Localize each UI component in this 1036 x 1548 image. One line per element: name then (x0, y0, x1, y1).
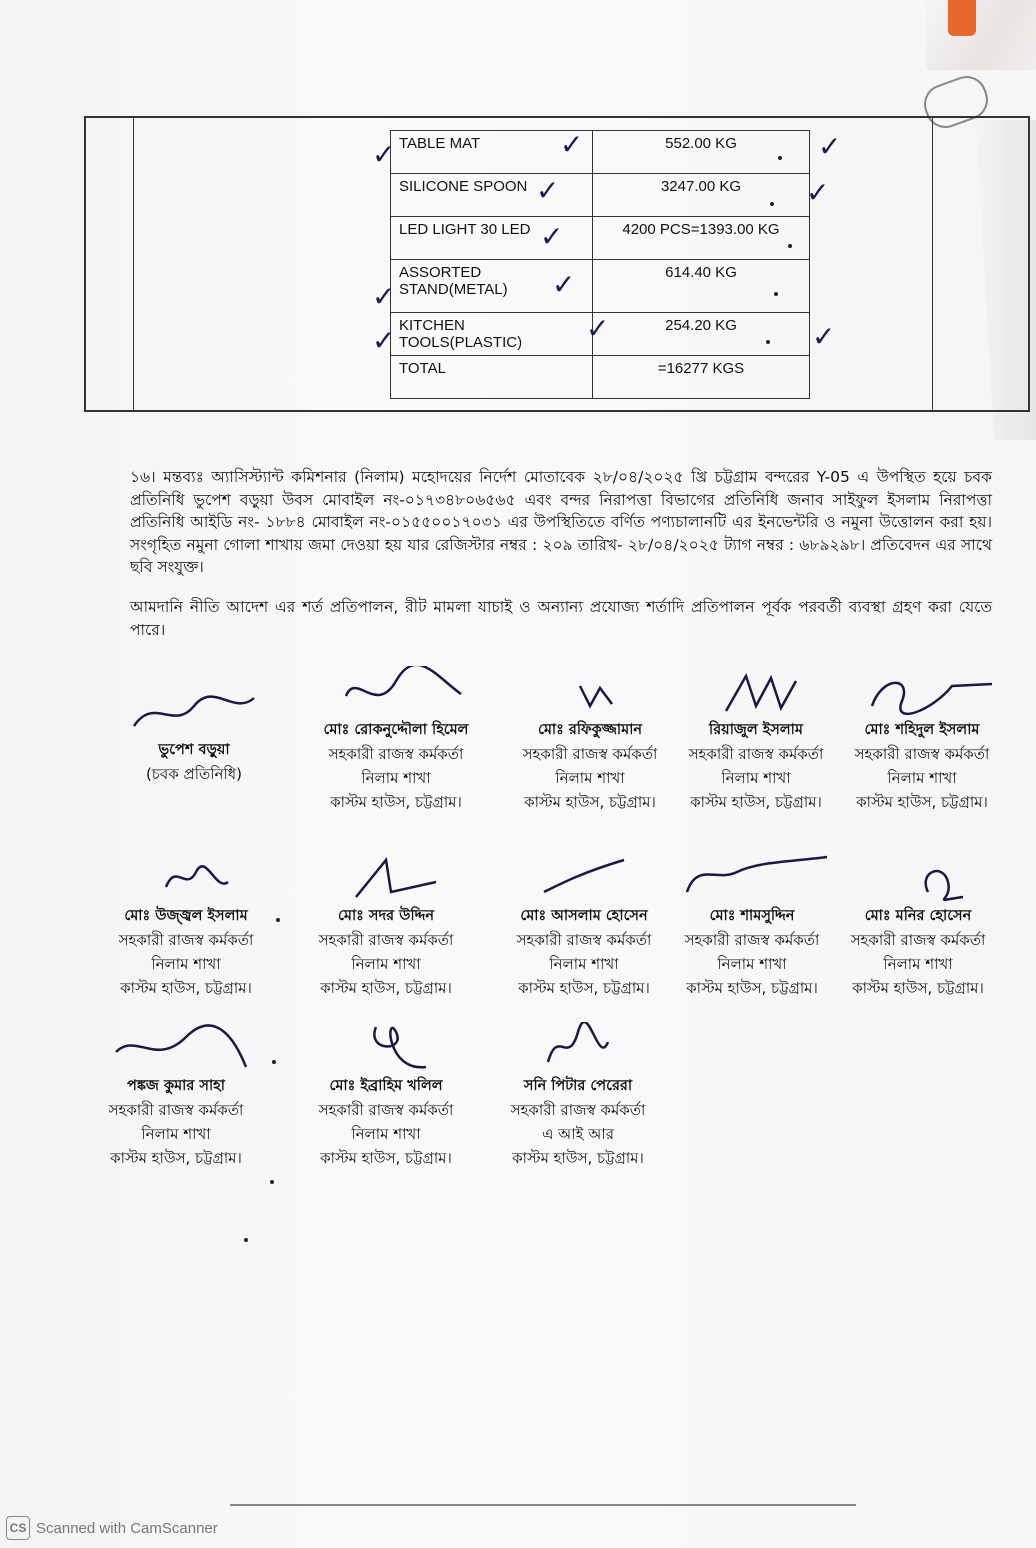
checkmark-icon: ✓ (552, 268, 576, 301)
checkmark-icon: ✓ (806, 176, 830, 209)
table-row (391, 356, 810, 399)
item-cell: TOTAL (391, 356, 593, 399)
signatory-office: কাস্টম হাউস, চট্টগ্রাম। (686, 979, 818, 997)
signatory-block (296, 852, 476, 1000)
orange-flag (948, 0, 976, 36)
signatory-block (86, 1022, 266, 1170)
signature-scribble (848, 852, 988, 904)
watermark-text: Scanned with CamScanner (36, 1519, 218, 1537)
checkmark-icon: ✓ (586, 312, 610, 345)
signatory-name: মোঃ উজ্জ্বল ইসলাম (124, 908, 248, 924)
signatory-office: কাস্টম হাউস, চট্টগ্রাম। (120, 979, 252, 997)
item-cell: LED LIGHT 30 LED (391, 217, 593, 260)
ink-dot (244, 1238, 248, 1242)
signatory-branch: নিলাম শাখা (351, 955, 421, 973)
qty-cell: 254.20 KG (593, 313, 810, 356)
signatory-role: সহকারী রাজস্ব কর্মকর্তা (510, 1101, 646, 1119)
signatory-branch: নিলাম শাখা (151, 955, 221, 973)
item-cell: ASSORTED STAND(METAL) (391, 260, 593, 313)
checkmark-icon: ✓ (372, 138, 396, 171)
signatory-office: কাস্টম হাউস, চট্টগ্রাম। (856, 793, 988, 811)
signatory-role: (চবক প্রতিনিধি) (145, 765, 243, 783)
ink-dot (272, 1060, 276, 1064)
tape-corner (926, 0, 1036, 70)
signatory-branch: নিলাম শাখা (721, 769, 791, 787)
checkmark-icon: ✓ (372, 324, 396, 357)
signatory-role: সহকারী রাজস্ব কর্মকর্তা (522, 745, 658, 763)
checkmark-icon: ✓ (536, 174, 560, 207)
item-cell: KITCHEN TOOLS(PLASTIC) (391, 313, 593, 356)
signatory-block (104, 686, 284, 786)
signatory-name: মোঃ মনির হোসেন (864, 908, 972, 924)
qty-cell: 552.00 KG (593, 131, 810, 174)
signatory-name: মোঃ সদর উদ্দিন (338, 908, 434, 924)
signatory-name: মোঃ শহিদুল ইসলাম (864, 722, 980, 738)
ink-dot (774, 292, 778, 296)
table-row (391, 217, 810, 260)
signatory-name: রিয়াজুল ইসলাম (709, 722, 803, 738)
table-column-line (133, 116, 134, 410)
signatory-block (96, 852, 276, 1000)
signatory-office: কাস্টম হাউস, চট্টগ্রাম। (852, 979, 984, 997)
signatory-name: মোঃ আসলাম হোসেন (520, 908, 648, 924)
signatory-block (306, 666, 486, 814)
ink-dot (766, 340, 770, 344)
inventory-table (390, 130, 810, 399)
signatory-name: ভুপেশ বড়ুয়া (158, 742, 230, 758)
signatory-block (828, 852, 1008, 1000)
signatory-office: কাস্টম হাউস, চট্টগ্রাম। (110, 1149, 242, 1167)
signatory-branch: নিলাম শাখা (883, 955, 953, 973)
signatory-branch: নিলাম শাখা (361, 769, 431, 787)
signature-scribble (514, 852, 654, 904)
signatory-office: কাস্টম হাউস, চট্টগ্রাম। (320, 979, 452, 997)
camscanner-watermark (6, 1516, 218, 1540)
signatory-block (488, 1022, 668, 1170)
signatory-name: মোঃ ইব্রাহিম খলিল (329, 1078, 443, 1094)
signatory-name: সনি পিটার পেরেরা (523, 1078, 633, 1094)
signatory-block (494, 852, 674, 1000)
signatory-role: সহকারী রাজস্ব কর্মকর্তা (688, 745, 824, 763)
signatory-name: পঙ্কজ কুমার সাহা (127, 1078, 225, 1094)
signatory-name: মোঃ রোকনুদ্দৌলা হিমেল (323, 722, 469, 738)
signatory-branch: নিলাম শাখা (887, 769, 957, 787)
table-column-line (932, 116, 933, 410)
signature-scribble (508, 1022, 648, 1074)
signatory-branch: নিলাম শাখা (351, 1125, 421, 1143)
signatory-role: সহকারী রাজস্ব কর্মকর্তা (328, 745, 464, 763)
signatory-block (666, 666, 846, 814)
checkmark-icon: ✓ (540, 220, 564, 253)
checkmark-icon: ✓ (560, 128, 584, 161)
signature-scribble (842, 666, 1002, 718)
signatory-role: সহকারী রাজস্ব কর্মকর্তা (516, 931, 652, 949)
signature-scribble (686, 666, 826, 718)
signature-scribble (96, 1022, 256, 1074)
ink-dot (276, 918, 280, 922)
ink-dot (770, 202, 774, 206)
signatory-role: সহকারী রাজস্ব কর্মকর্তা (854, 745, 990, 763)
signatory-name: মোঃ শামসুদ্দিন (709, 908, 795, 924)
signatory-role: সহকারী রাজস্ব কর্মকর্তা (318, 931, 454, 949)
qty-cell: 614.40 KG (593, 260, 810, 313)
signatory-branch: নিলাম শাখা (555, 769, 625, 787)
signatory-branch: নিলাম শাখা (717, 955, 787, 973)
remarks-conclusion: আমদানি নীতি আদেশ এর শর্ত প্রতিপালন, রীট মামলা যাচাই ও অন্যান্য প্রযোজ্য শর্তাদি প্রতিপালন পূর্বক পরবর্তী ব্যবস্থা গ্রহণ করা যেতে পারে। (130, 598, 992, 639)
checkmark-icon: ✓ (372, 280, 396, 313)
table-row (391, 174, 810, 217)
signature-scribble (316, 852, 456, 904)
signatory-branch: নিলাম শাখা (549, 955, 619, 973)
signature-scribble (116, 852, 256, 904)
signatory-role: সহকারী রাজস্ব কর্মকর্তা (108, 1101, 244, 1119)
signature-scribble (316, 1022, 456, 1074)
signatory-role: সহকারী রাজস্ব কর্মকর্তা (318, 1101, 454, 1119)
signatory-block (832, 666, 1012, 814)
ink-dot (778, 156, 782, 160)
signatory-office: কাস্টম হাউস, চট্টগ্রাম। (512, 1149, 644, 1167)
qty-cell: =16277 KGS (593, 356, 810, 399)
signatory-role: সহকারী রাজস্ব কর্মকর্তা (118, 931, 254, 949)
ink-dot (788, 244, 792, 248)
item-cell: SILICONE SPOON (391, 174, 593, 217)
signatory-block (500, 666, 680, 814)
signatory-block (296, 1022, 476, 1170)
signatory-office: কাস্টম হাউস, চট্টগ্রাম। (518, 979, 650, 997)
qty-cell: 3247.00 KG (593, 174, 810, 217)
qty-cell: 4200 PCS=1393.00 KG (593, 217, 810, 260)
signatory-role: সহকারী রাজস্ব কর্মকর্তা (850, 931, 986, 949)
checkmark-icon: ✓ (812, 320, 836, 353)
ink-dot (270, 1180, 274, 1184)
signature-scribble (667, 852, 837, 904)
camscanner-logo-icon: CS (6, 1516, 30, 1540)
signature-scribble (124, 686, 264, 738)
signatory-name: মোঃ রফিকুজ্জামান (537, 722, 643, 738)
table-row (391, 131, 810, 174)
table-row (391, 260, 810, 313)
signatory-office: কাস্টম হাউস, চট্টগ্রাম। (524, 793, 656, 811)
signature-scribble (326, 666, 466, 718)
signatory-branch: নিলাম শাখা (141, 1125, 211, 1143)
signatory-office: কাস্টম হাউস, চট্টগ্রাম। (320, 1149, 452, 1167)
signatory-office: কাস্টম হাউস, চট্টগ্রাম। (330, 793, 462, 811)
item-cell: TABLE MAT (391, 131, 593, 174)
signature-scribble (520, 666, 660, 718)
page-edge-line (230, 1504, 856, 1506)
signatory-branch: এ আই আর (542, 1125, 614, 1143)
remarks-paragraph: ১৬। মন্তব্যঃ অ্যাসিস্ট্যান্ট কমিশনার (নিলাম) মহোদয়ের নির্দেশ মোতাবেক ২৮/০৪/২০২৫ খ্রি চট্টগ্রাম বন্দরের Y-05 এ উপস্থিত হয়ে চবক প্রতিনিধি ভুপেশ বড়ুয়া উবস মোবাইল নং-০১৭৩৪৮০৬৫৬৫ এবং বন্দর নিরাপত্তা বিভাগের প্রতিনিধি জনাব সাইফুল ইসলাম নিরাপত্তা প্রতিনিধি আইডি নং- ১৮৮৪ মোবাইল নং-০১৫৫০০১৭০৩১ এর উপস্থিতিতে বর্ণিত পণ্যচালানটি এর ইনভেন্টরি ও নমুনা উত্তোলন করা হয়। সংগৃহিত নমুনা গোলা শাখায় জমা দেওয়া হয় যার রেজিস্টার নম্বর : ২০৯ তারিখ- ২৮/০৪/২০২৫ ট্যাগ নম্বর : ৬৮৯২৯৮। প্রতিবেদন এর সাথে ছবি সংযুক্ত। (130, 468, 992, 576)
signatory-office: কাস্টম হাউস, চট্টগ্রাম। (690, 793, 822, 811)
checkmark-icon: ✓ (818, 130, 842, 163)
signatory-role: সহকারী রাজস্ব কর্মকর্তা (684, 931, 820, 949)
signatory-block (662, 852, 842, 1000)
